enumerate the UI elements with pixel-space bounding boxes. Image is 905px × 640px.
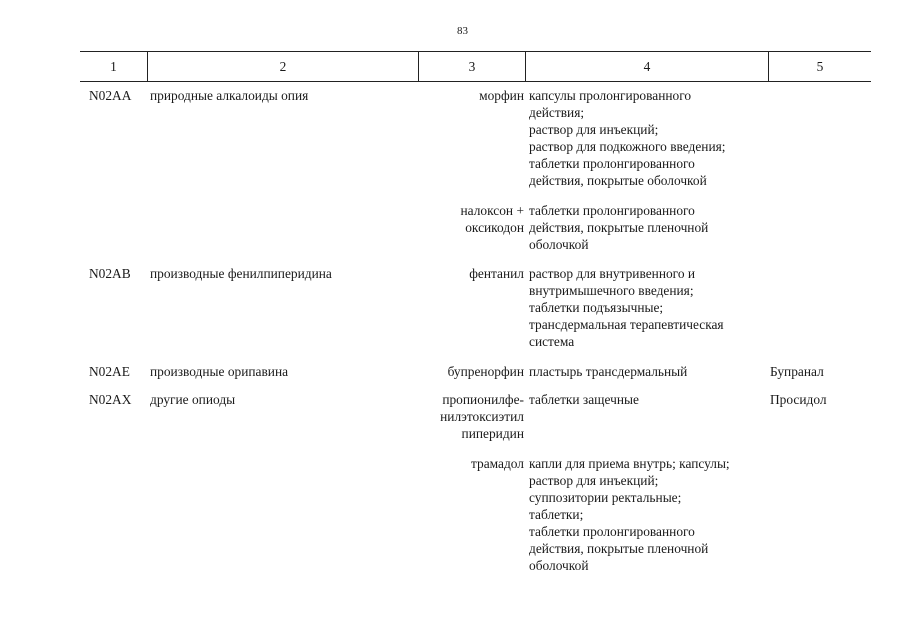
drug-name bbox=[394, 87, 524, 104]
header-col-1: 1 bbox=[110, 59, 117, 74]
drug-name bbox=[394, 363, 524, 380]
form-line: таблетки подъязычные; bbox=[529, 300, 664, 315]
form-line: таблетки пролонгированного bbox=[529, 203, 695, 218]
dosage-form bbox=[529, 391, 639, 408]
form-line: таблетки защечные bbox=[529, 392, 639, 407]
dosage-form bbox=[529, 87, 726, 189]
header-col-4: 4 bbox=[643, 59, 651, 74]
form-line: раствор для внутривенного и bbox=[529, 266, 696, 281]
form-line: внутримышечного введения; bbox=[529, 283, 694, 298]
drug-line: оксикодон bbox=[465, 220, 524, 235]
drug-name bbox=[394, 391, 524, 442]
form-line: таблетки; bbox=[529, 507, 584, 522]
table-header bbox=[80, 51, 871, 82]
header-col-2: 2 bbox=[279, 59, 287, 74]
drug-line: пропионилфе- bbox=[442, 392, 524, 407]
form-line: раствор для подкожного введения; bbox=[529, 139, 726, 154]
pharmacological-group: другие опиоды bbox=[150, 392, 236, 407]
drug-line: нилэтоксиэтил bbox=[440, 409, 524, 424]
dosage-form bbox=[529, 455, 730, 574]
atc-code: N02AE bbox=[89, 364, 130, 379]
form-line: система bbox=[529, 334, 575, 349]
form-line: капсулы пролонгированного bbox=[529, 88, 692, 103]
form-line: раствор для инъекций; bbox=[529, 473, 659, 488]
page-number: 83 bbox=[457, 25, 468, 37]
form-line: оболочкой bbox=[529, 558, 589, 573]
form-line: пластырь трансдермальный bbox=[529, 364, 688, 379]
form-line: капли для приема внутрь; капсулы; bbox=[529, 456, 730, 471]
header-col-3: 3 bbox=[468, 59, 476, 74]
form-line: действия, покрытые пленочной bbox=[529, 220, 709, 235]
trade-name: Просидол bbox=[770, 392, 827, 407]
form-line: оболочкой bbox=[529, 237, 589, 252]
dosage-form bbox=[529, 202, 708, 253]
drug-name bbox=[394, 202, 524, 236]
form-line: таблетки пролонгированного bbox=[529, 156, 695, 171]
drug-line: фентанил bbox=[469, 266, 524, 281]
pharmacological-group: производные фенилпиперидина bbox=[150, 266, 332, 281]
trade-name: Бупранал bbox=[770, 364, 824, 379]
drug-line: налоксон + bbox=[460, 203, 524, 218]
drug-name bbox=[394, 455, 524, 472]
atc-code: N02AA bbox=[89, 88, 132, 103]
form-line: суппозитории ректальные; bbox=[529, 490, 682, 505]
form-line: действия; bbox=[529, 105, 585, 120]
form-line: раствор для инъекций; bbox=[529, 122, 659, 137]
drug-line: трамадол bbox=[471, 456, 524, 471]
form-line: действия, покрытые оболочкой bbox=[529, 173, 707, 188]
pharmacological-group: производные орипавина bbox=[150, 364, 289, 379]
drug-name bbox=[394, 265, 524, 282]
form-line: действия, покрытые пленочной bbox=[529, 541, 709, 556]
pharmacological-group: природные алкалоиды опия bbox=[150, 88, 309, 103]
atc-code: N02AB bbox=[89, 266, 131, 281]
form-line: таблетки пролонгированного bbox=[529, 524, 695, 539]
dosage-form bbox=[529, 265, 724, 350]
dosage-form bbox=[529, 363, 687, 380]
drug-line: морфин bbox=[479, 88, 524, 103]
atc-code: N02AX bbox=[89, 392, 132, 407]
form-line: трансдермальная терапевтическая bbox=[529, 317, 724, 332]
drug-line: пиперидин bbox=[461, 426, 524, 441]
header-col-5: 5 bbox=[816, 59, 824, 74]
drug-line: бупренорфин bbox=[447, 364, 524, 379]
